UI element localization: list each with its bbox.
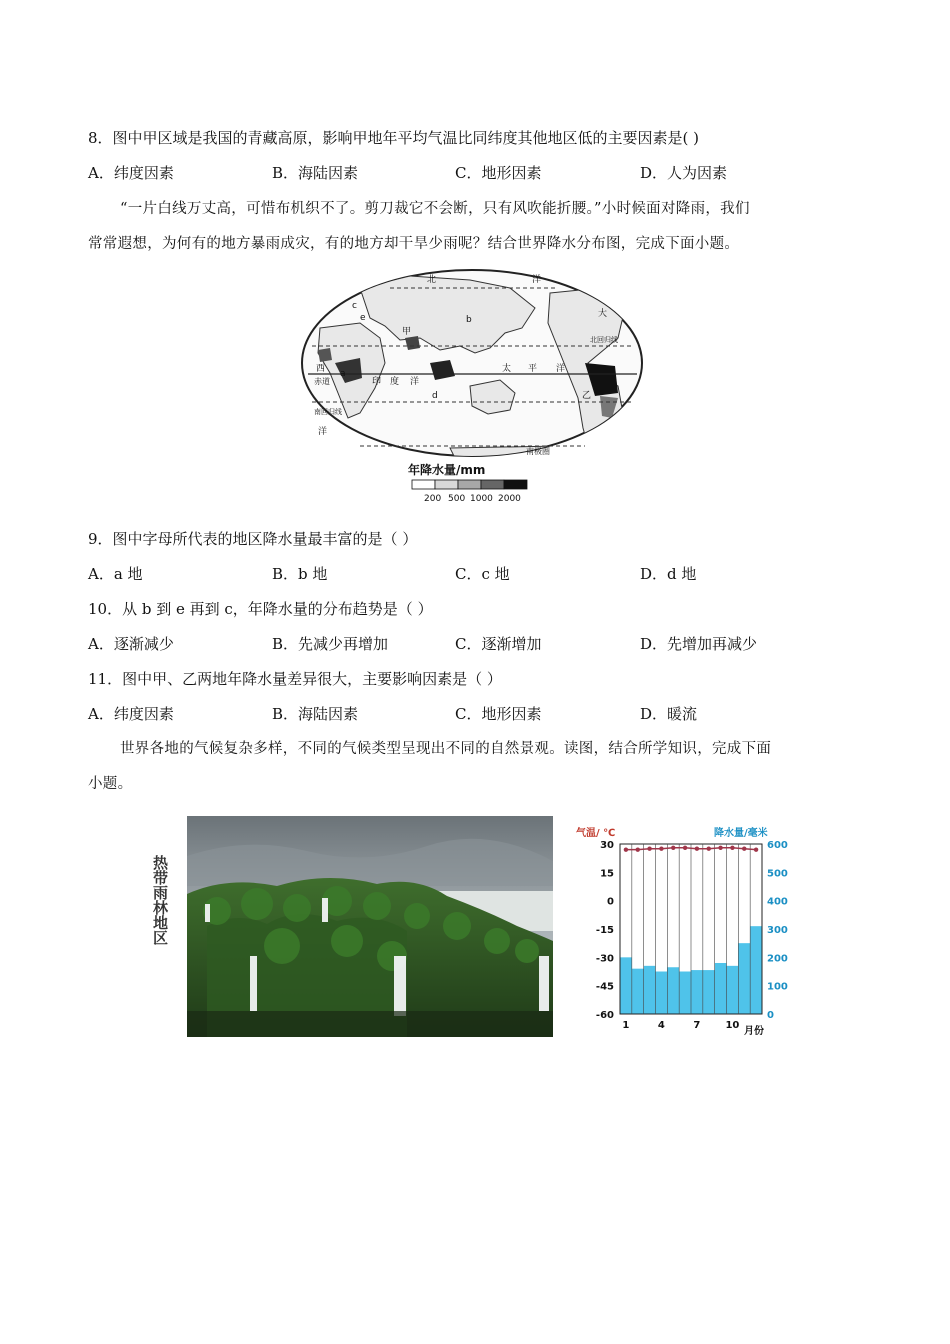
y-right-tick: 600 xyxy=(767,840,788,851)
map-label-india2: 度 xyxy=(390,377,400,387)
y-left-tick: 30 xyxy=(600,840,614,851)
precipitation-bar xyxy=(632,969,644,1014)
map-label-north: 北 xyxy=(427,275,437,285)
precipitation-bar xyxy=(620,957,632,1014)
q10-option-c: C．逐渐增加 xyxy=(455,635,542,653)
map-label-pacific2: 平 xyxy=(528,364,538,374)
q11-option-b: B．海陆因素 xyxy=(272,705,359,723)
precipitation-bar xyxy=(750,926,762,1014)
q10-stem: 10．从 b 到 e 再到 c，年降水量的分布趋势是（ ） xyxy=(88,600,433,618)
map-label-e: e xyxy=(360,313,366,323)
map-label-india3: 洋 xyxy=(410,377,420,387)
rainforest-photo xyxy=(187,816,553,1037)
precipitation-bar xyxy=(727,966,739,1014)
map-label-a: a xyxy=(340,369,346,379)
x-tick: 10 xyxy=(725,1020,740,1031)
y-right-tick: 300 xyxy=(767,925,788,936)
y-right-tick: 400 xyxy=(767,896,788,908)
q11-option-c: C．地形因素 xyxy=(455,705,542,723)
map-label-pacific1: 太 xyxy=(502,364,512,374)
world-precipitation-map xyxy=(300,268,645,508)
map-label-tropic-north: 北回归线 xyxy=(590,336,618,344)
temperature-point xyxy=(707,847,711,851)
q10-option-b: B．先减少再增加 xyxy=(272,635,389,653)
map-label-ocean1: 洋 xyxy=(532,275,542,285)
temperature-point xyxy=(636,847,640,851)
y-left-tick: -15 xyxy=(595,925,614,936)
legend-tick-1000: 1000 xyxy=(470,494,493,504)
climate-chart xyxy=(572,822,792,1040)
map-label-pacific3: 洋 xyxy=(556,364,566,374)
q8-option-c: C．地形因素 xyxy=(455,164,542,182)
x-tick: 7 xyxy=(693,1020,701,1031)
y-right-tick: 100 xyxy=(767,981,788,993)
precipitation-bar xyxy=(644,966,656,1014)
q8-option-a: A．纬度因素 xyxy=(88,164,174,182)
map-label-tropic-south: 南回归线 xyxy=(314,408,342,416)
photo-caption: 热带雨林地区 xyxy=(151,855,169,945)
x-tick: 4 xyxy=(657,1020,665,1031)
temperature-point xyxy=(730,846,734,850)
q11-option-a: A．纬度因素 xyxy=(88,705,174,723)
map-graphic xyxy=(300,268,645,508)
precipitation-bar xyxy=(667,967,679,1014)
temperature-point xyxy=(754,847,758,851)
temperature-point xyxy=(659,847,663,851)
q9-option-b: B．b 地 xyxy=(272,565,328,583)
y-left-tick: -30 xyxy=(595,953,614,965)
y-right-tick: 200 xyxy=(767,953,788,965)
map-label-b: b xyxy=(466,315,472,325)
map-label-equator: 赤道 xyxy=(314,377,330,386)
q9-stem: 9．图中字母所代表的地区降水量最丰富的是（ ） xyxy=(88,530,418,548)
q9-option-a: A．a 地 xyxy=(88,565,143,583)
temperature-point xyxy=(695,847,699,851)
y-left-axis-label: 气温/ ℃ xyxy=(576,828,616,839)
q10-option-d: D．先增加再减少 xyxy=(640,635,758,653)
precipitation-bar xyxy=(703,970,715,1014)
precipitation-bar xyxy=(656,972,668,1015)
precipitation-bar xyxy=(738,943,750,1014)
legend-tick-500: 500 xyxy=(448,494,466,504)
q8-option-d: D．人为因素 xyxy=(640,164,728,182)
legend-tick-2000: 2000 xyxy=(498,494,521,504)
y-left-tick: 15 xyxy=(600,868,614,880)
q8-stem: 8．图中甲区域是我国的青藏高原，影响甲地年平均气温比同纬度其他地区低的主要因素是( ) xyxy=(88,129,700,147)
passage2-line2: 小题。 xyxy=(88,776,133,792)
temperature-point xyxy=(718,846,722,850)
passage1-line2: 常常遐想，为何有的地方暴雨成灾，有的地方却干旱少雨呢？结合世界降水分布图，完成下面小题。 xyxy=(88,236,740,252)
q11-stem: 11．图中甲、乙两地年降水量差异很大，主要影响因素是（ ） xyxy=(88,670,502,688)
y-left-tick: -60 xyxy=(595,1010,614,1021)
q11-option-d: D．暖流 xyxy=(640,705,698,723)
q9-option-c: C．c 地 xyxy=(455,565,510,583)
y-right-axis-label: 降水量/毫米 xyxy=(714,828,768,839)
climate-chart-svg xyxy=(572,822,792,1040)
y-right-tick: 0 xyxy=(767,1010,774,1021)
map-label-ocean-sw: 洋 xyxy=(318,427,328,437)
temperature-point xyxy=(683,846,687,850)
legend-title: 年降水量/mm xyxy=(408,463,486,477)
map-label-jia: 甲 xyxy=(402,327,412,337)
legend-bar xyxy=(412,480,527,489)
x-axis-label: 月份 xyxy=(744,1026,764,1037)
temperature-point xyxy=(647,847,651,851)
passage2-line1: 世界各地的气候复杂多样，不同的气候类型呈现出不同的自然景观。读图，结合所学知识，完成下面 xyxy=(120,741,772,757)
map-label-yi: 乙 xyxy=(582,391,592,401)
temperature-point xyxy=(742,847,746,851)
map-label-west: 西 xyxy=(316,364,326,374)
map-label-india1: 印 xyxy=(372,377,382,387)
precipitation-bar xyxy=(715,963,727,1014)
x-tick: 1 xyxy=(622,1020,630,1031)
map-label-d: d xyxy=(432,391,438,401)
y-left-tick: -45 xyxy=(595,981,614,993)
precipitation-bar xyxy=(691,970,703,1014)
temperature-point xyxy=(671,846,675,850)
map-label-c: c xyxy=(352,301,357,311)
legend-tick-200: 200 xyxy=(424,494,442,504)
y-left-tick: 0 xyxy=(607,896,614,908)
y-right-tick: 500 xyxy=(767,868,788,880)
temperature-point xyxy=(624,847,628,851)
map-label-big: 大 xyxy=(598,309,608,319)
passage1-line1: “一片白线万丈高，可惜布机织不了。剪刀裁它不会断，只有风吹能折腰。”小时候面对降雨，我们 xyxy=(120,201,750,217)
q8-option-b: B．海陆因素 xyxy=(272,164,359,182)
map-label-antarctic: 南极圈 xyxy=(526,447,550,456)
q10-option-a: A．逐渐减少 xyxy=(88,635,174,653)
precipitation-bar xyxy=(679,972,691,1015)
q9-option-d: D．d 地 xyxy=(640,565,697,583)
